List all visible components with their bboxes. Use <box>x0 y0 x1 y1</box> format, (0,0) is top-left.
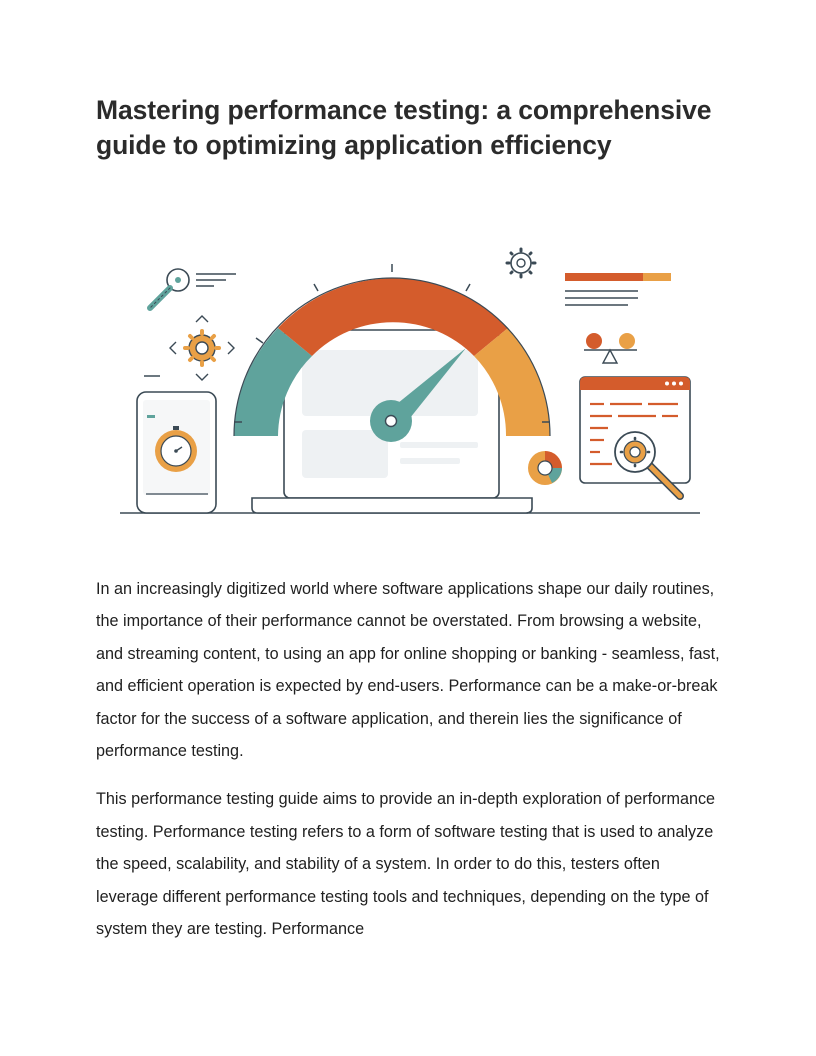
magnifier-icon <box>150 269 236 308</box>
balance-scale-icon <box>584 333 637 363</box>
donut-chart-icon <box>528 451 562 485</box>
paragraph-guide: This performance testing guide aims to provide an in-depth exploration of performance testing. Performance testing refers to a form of software testing that is used to analyze the speed, scalability, and stability of a system. In order to do this, testers often leverage different performance testing tools and techniques, depending on the type of system they are testing. Performance <box>96 790 716 939</box>
paragraph-intro: In an increasingly digitized world where software applications shape our daily routines, the importance of their performance cannot be overstated. From browsing a website, and streaming content, to using an app for online shopping or banking - seamless, fast, and efficient operation is expected by end-users. Performance can be a make-or-break factor for the success of a software application, and therein lies the significance of performance testing. <box>96 580 720 761</box>
stopwatch-icon <box>137 392 216 513</box>
hero-illustration <box>112 232 712 522</box>
article-body <box>96 573 726 961</box>
move-arrows-icon <box>170 316 234 380</box>
page-title: Mastering performance testing: a comprehensive guide to optimizing application efficiency <box>96 95 712 160</box>
progress-lines <box>565 273 671 305</box>
gear-icon <box>507 249 535 277</box>
